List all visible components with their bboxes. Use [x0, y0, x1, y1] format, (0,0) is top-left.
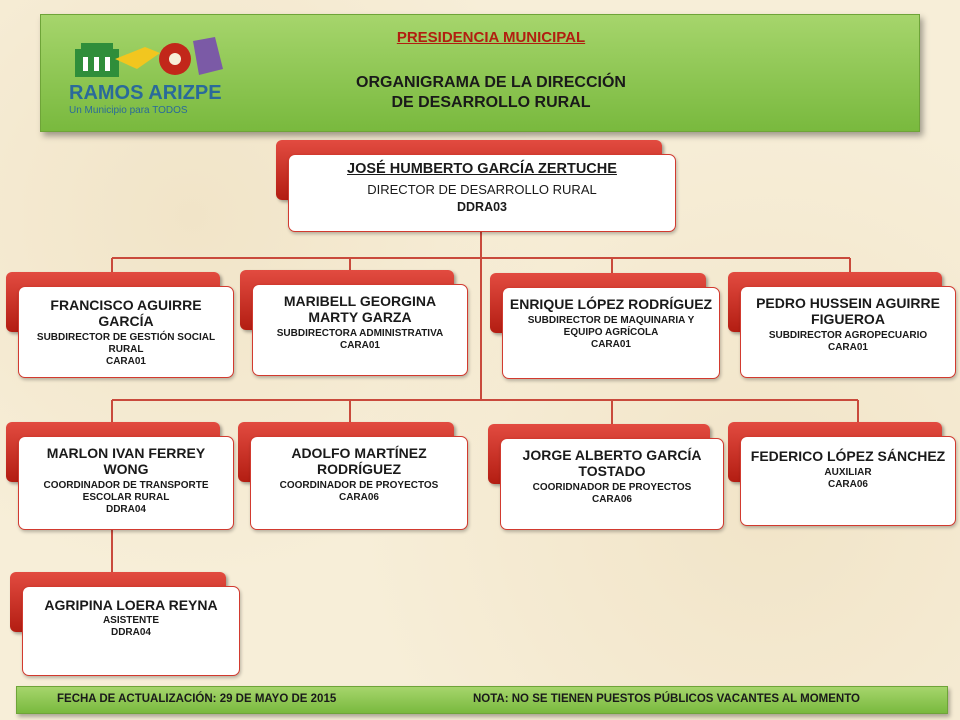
coordinator-code: CARA06: [827, 479, 868, 490]
subdirector-box-gestion-social[interactable]: [6, 272, 234, 378]
assistant-role: ASISTENTE: [102, 615, 160, 626]
coordinator-name: MARLON IVAN FERREY WONG: [46, 445, 206, 477]
organization-title: PRESIDENCIA MUNICIPAL: [396, 29, 586, 46]
coordinator-name: JORGE ALBERTO GARCÍA TOSTADO: [522, 447, 702, 479]
chart-subtitle-line1: ORGANIGRAMA DE LA DIRECCIÓN: [356, 74, 626, 91]
subdirector-code: CARA01: [339, 340, 380, 351]
subdirector-box-maquinaria[interactable]: [490, 273, 720, 379]
subdirector-code: CARA01: [590, 339, 631, 350]
coordinator-code: DDRA04: [105, 504, 146, 515]
coordinator-name: ADOLFO MARTÍNEZ RODRÍGUEZ: [291, 445, 427, 477]
subdirector-role: SUBDIRECTOR AGROPECUARIO: [768, 330, 928, 341]
subdirector-box-administrativa[interactable]: [240, 270, 468, 376]
coordinator-box-proyectos-2[interactable]: [488, 424, 724, 530]
coordinator-box-auxiliar[interactable]: [728, 422, 956, 526]
assistant-code: DDRA04: [110, 627, 151, 638]
coordinator-role: AUXILIAR: [824, 467, 872, 478]
footer-bar: [16, 686, 948, 714]
svg-text:RAMOS ARIZPE: RAMOS ARIZPE: [69, 82, 222, 104]
subdirector-name: FRANCISCO AGUIRRE GARCÍA: [50, 297, 202, 329]
subdirector-code: CARA01: [105, 356, 146, 367]
coordinator-box-proyectos-1[interactable]: [238, 422, 468, 530]
coordinator-role: COORDINADOR DE TRANSPORTE ESCOLAR RURAL: [43, 480, 209, 503]
director-code: DDRA03: [456, 200, 507, 214]
coordinator-code: CARA06: [591, 494, 632, 505]
coordinator-name: FEDERICO LÓPEZ SÁNCHEZ: [750, 448, 946, 464]
director-box[interactable]: [276, 140, 676, 232]
subdirector-role: SUBDIRECTOR DE GESTIÓN SOCIAL RURAL: [36, 332, 216, 355]
subdirector-name: PEDRO HUSSEIN AGUIRRE FIGUEROA: [756, 295, 940, 327]
vacancy-note: NOTA: NO SE TIENEN PUESTOS PÚBLICOS VACANTES AL MOMENTO: [473, 693, 860, 705]
assistant-box[interactable]: [10, 572, 240, 676]
coordinator-role: COORDINADOR DE PROYECTOS: [279, 480, 439, 491]
subdirector-role: SUBDIRECTOR DE MAQUINARIA Y EQUIPO AGRÍCOLA: [527, 315, 695, 338]
coordinator-box-transporte[interactable]: [6, 422, 234, 530]
svg-text:Un Municipio para TODOS: Un Municipio para TODOS: [69, 105, 188, 116]
coordinator-role: COORIDNADOR DE PROYECTOS: [532, 482, 692, 493]
subdirector-code: CARA01: [827, 342, 868, 353]
chart-subtitle-line2: DE DESARROLLO RURAL: [391, 94, 591, 111]
subdirector-name: MARIBELL GEORGINA MARTY GARZA: [283, 293, 437, 325]
subdirector-role: SUBDIRECTORA ADMINISTRATIVA: [276, 328, 444, 339]
director-name: JOSÉ HUMBERTO GARCÍA ZERTUCHE: [347, 161, 617, 177]
director-role: DIRECTOR DE DESARROLLO RURAL: [367, 182, 597, 197]
coordinator-code: CARA06: [338, 492, 379, 503]
subdirector-name: ENRIQUE LÓPEZ RODRÍGUEZ: [509, 296, 713, 312]
update-date: FECHA DE ACTUALIZACIÓN: 29 DE MAYO DE 2015: [57, 693, 337, 705]
assistant-name: AGRIPINA LOERA REYNA: [44, 597, 218, 613]
subdirector-box-agropecuario[interactable]: [728, 272, 956, 378]
